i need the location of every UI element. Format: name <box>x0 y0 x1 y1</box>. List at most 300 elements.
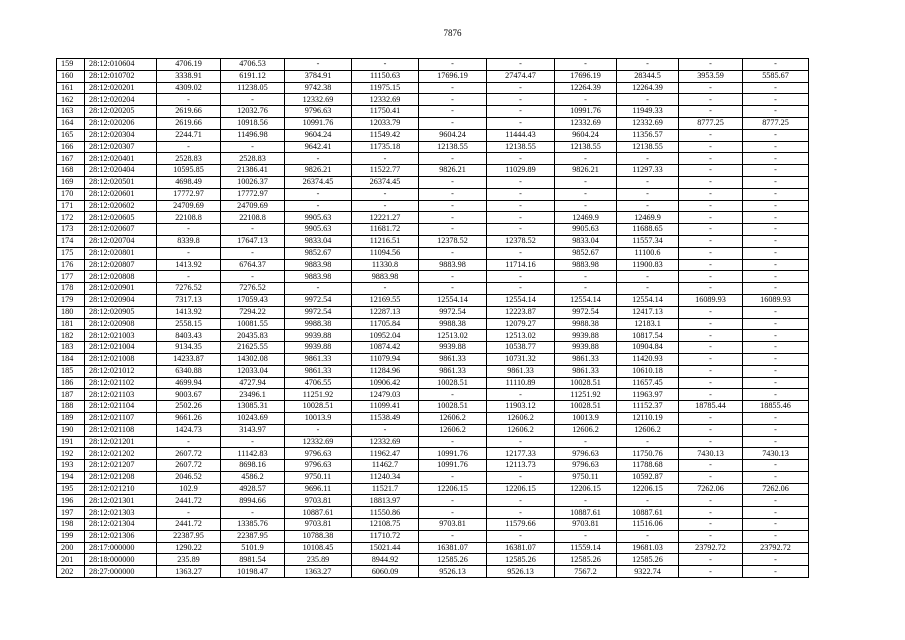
row-number-cell: 191 <box>57 436 85 448</box>
value-cell: - <box>743 554 809 566</box>
table-row <box>57 224 809 236</box>
code-cell: 28:12:021210 <box>85 483 157 495</box>
row-number-cell: 193 <box>57 460 85 472</box>
value-cell: - <box>419 530 487 542</box>
value-cell: 10028.51 <box>285 401 352 413</box>
value-cell: 10918.56 <box>221 117 285 129</box>
value-cell: - <box>419 94 487 106</box>
value-cell: - <box>679 424 743 436</box>
value-cell: - <box>617 94 679 106</box>
row-number-cell: 196 <box>57 495 85 507</box>
value-cell: 12606.2 <box>419 424 487 436</box>
value-cell: - <box>743 153 809 165</box>
value-cell: 11029.89 <box>487 165 555 177</box>
value-cell: 9703.81 <box>555 519 617 531</box>
value-cell: 9905.63 <box>285 212 352 224</box>
code-cell: 28:12:020602 <box>85 200 157 212</box>
value-cell: - <box>743 59 809 71</box>
table-row <box>57 401 809 413</box>
table-row <box>57 412 809 424</box>
table-row <box>57 235 809 247</box>
value-cell: 4706.55 <box>285 377 352 389</box>
value-cell: 3143.97 <box>221 424 285 436</box>
value-cell: 12138.55 <box>419 141 487 153</box>
row-number-cell: 181 <box>57 318 85 330</box>
value-cell: 9883.98 <box>285 271 352 283</box>
row-number-cell: 165 <box>57 129 85 141</box>
table-row <box>57 507 809 519</box>
value-cell: 10991.76 <box>419 460 487 472</box>
row-number-cell: 168 <box>57 165 85 177</box>
row-number-cell: 161 <box>57 82 85 94</box>
table-row <box>57 530 809 542</box>
value-cell: 10595.85 <box>157 165 221 177</box>
value-cell: - <box>285 283 352 295</box>
value-cell: 9796.63 <box>285 448 352 460</box>
row-number-cell: 190 <box>57 424 85 436</box>
value-cell: 4706.53 <box>221 59 285 71</box>
table-row <box>57 70 809 82</box>
value-cell: 9796.63 <box>285 106 352 118</box>
value-cell: 9939.88 <box>285 342 352 354</box>
value-cell: - <box>679 318 743 330</box>
row-number-cell: 197 <box>57 507 85 519</box>
value-cell: 9883.98 <box>352 271 419 283</box>
value-cell: - <box>221 141 285 153</box>
value-cell: 11356.57 <box>617 129 679 141</box>
row-number-cell: 188 <box>57 401 85 413</box>
value-cell: 10592.87 <box>617 471 679 483</box>
value-cell: 12554.14 <box>617 294 679 306</box>
row-number-cell: 175 <box>57 247 85 259</box>
value-cell: 12332.69 <box>352 94 419 106</box>
value-cell: - <box>555 176 617 188</box>
value-cell: - <box>617 495 679 507</box>
value-cell: 11420.93 <box>617 353 679 365</box>
value-cell: 11284.96 <box>352 365 419 377</box>
value-cell: 12479.03 <box>352 389 419 401</box>
value-cell: 11750.41 <box>352 106 419 118</box>
value-cell: - <box>221 247 285 259</box>
value-cell: - <box>743 495 809 507</box>
value-cell: 17772.97 <box>157 188 221 200</box>
code-cell: 28:12:021207 <box>85 460 157 472</box>
value-cell: 10198.47 <box>221 566 285 578</box>
value-cell: - <box>487 176 555 188</box>
code-cell: 28:12:021004 <box>85 342 157 354</box>
value-cell: - <box>743 188 809 200</box>
value-cell: 9861.33 <box>285 365 352 377</box>
code-cell: 28:12:021108 <box>85 424 157 436</box>
value-cell: 2607.72 <box>157 448 221 460</box>
value-cell: 7276.52 <box>157 283 221 295</box>
value-cell: 12287.13 <box>352 306 419 318</box>
value-cell: 5101.9 <box>221 542 285 554</box>
value-cell: 9905.63 <box>555 224 617 236</box>
value-cell: 9833.04 <box>285 235 352 247</box>
value-cell: 10081.55 <box>221 318 285 330</box>
code-cell: 28:12:020905 <box>85 306 157 318</box>
value-cell: 12606.2 <box>487 412 555 424</box>
row-number-cell: 192 <box>57 448 85 460</box>
value-cell: - <box>743 141 809 153</box>
value-cell: 17059.43 <box>221 294 285 306</box>
value-cell: - <box>679 330 743 342</box>
value-cell: - <box>743 342 809 354</box>
value-cell: - <box>555 495 617 507</box>
value-cell: 12378.52 <box>419 235 487 247</box>
value-cell: 12138.55 <box>617 141 679 153</box>
table-row <box>57 554 809 566</box>
value-cell: 9526.13 <box>487 566 555 578</box>
value-cell: - <box>679 566 743 578</box>
value-cell: - <box>743 283 809 295</box>
value-cell: 11538.49 <box>352 412 419 424</box>
value-cell: 9972.54 <box>419 306 487 318</box>
value-cell: 7430.13 <box>743 448 809 460</box>
row-number-cell: 170 <box>57 188 85 200</box>
value-cell: - <box>679 377 743 389</box>
code-cell: 28:12:021103 <box>85 389 157 401</box>
value-cell: 9861.33 <box>555 365 617 377</box>
value-cell: - <box>679 106 743 118</box>
value-cell: - <box>555 188 617 200</box>
value-cell: 2607.72 <box>157 460 221 472</box>
value-cell: 9939.88 <box>555 330 617 342</box>
row-number-cell: 164 <box>57 117 85 129</box>
table-row <box>57 106 809 118</box>
value-cell: 10610.18 <box>617 365 679 377</box>
value-cell: 12332.69 <box>352 436 419 448</box>
value-cell: 12585.26 <box>419 554 487 566</box>
value-cell: 9604.24 <box>419 129 487 141</box>
value-cell: - <box>157 436 221 448</box>
code-cell: 28:12:020205 <box>85 106 157 118</box>
value-cell: - <box>679 176 743 188</box>
value-cell: - <box>743 165 809 177</box>
value-cell: 24709.69 <box>221 200 285 212</box>
value-cell: 2619.66 <box>157 106 221 118</box>
value-cell: - <box>419 389 487 401</box>
value-cell: 11444.43 <box>487 129 555 141</box>
value-cell: 9939.88 <box>555 342 617 354</box>
table-row <box>57 436 809 448</box>
value-cell: 10887.61 <box>617 507 679 519</box>
value-cell: - <box>679 507 743 519</box>
code-cell: 28:12:021003 <box>85 330 157 342</box>
value-cell: 10906.42 <box>352 377 419 389</box>
value-cell: - <box>679 471 743 483</box>
value-cell: 8777.25 <box>743 117 809 129</box>
value-cell: 10817.54 <box>617 330 679 342</box>
value-cell: 4698.49 <box>157 176 221 188</box>
value-cell: - <box>487 94 555 106</box>
value-cell: 23792.72 <box>743 542 809 554</box>
value-cell: - <box>679 353 743 365</box>
code-cell: 28:12:020808 <box>85 271 157 283</box>
value-cell: - <box>743 271 809 283</box>
value-cell: - <box>679 342 743 354</box>
value-cell: 235.89 <box>157 554 221 566</box>
value-cell: 11949.33 <box>617 106 679 118</box>
value-cell: - <box>285 200 352 212</box>
code-cell: 28:12:010604 <box>85 59 157 71</box>
value-cell: 11549.42 <box>352 129 419 141</box>
value-cell: 10904.84 <box>617 342 679 354</box>
value-cell: 11735.18 <box>352 141 419 153</box>
value-cell: - <box>617 59 679 71</box>
value-cell: 4586.2 <box>221 471 285 483</box>
value-cell: 11903.12 <box>487 401 555 413</box>
value-cell: 11579.66 <box>487 519 555 531</box>
value-cell: - <box>352 424 419 436</box>
value-cell: 9703.81 <box>419 519 487 531</box>
value-cell: - <box>743 176 809 188</box>
value-cell: 12110.19 <box>617 412 679 424</box>
value-cell: - <box>352 200 419 212</box>
table-row <box>57 389 809 401</box>
value-cell: 11522.77 <box>352 165 419 177</box>
value-cell: 9939.88 <box>419 342 487 354</box>
row-number-cell: 186 <box>57 377 85 389</box>
row-number-cell: 169 <box>57 176 85 188</box>
value-cell: 9796.63 <box>555 448 617 460</box>
value-cell: 22108.8 <box>221 212 285 224</box>
code-cell: 28:12:021303 <box>85 507 157 519</box>
value-cell: 11681.72 <box>352 224 419 236</box>
row-number-cell: 180 <box>57 306 85 318</box>
value-cell: - <box>743 377 809 389</box>
value-cell: 1363.27 <box>157 566 221 578</box>
value-cell: 9134.35 <box>157 342 221 354</box>
value-cell: 10991.76 <box>419 448 487 460</box>
value-cell: - <box>419 176 487 188</box>
code-cell: 28:18:000000 <box>85 554 157 566</box>
value-cell: - <box>555 271 617 283</box>
value-cell: - <box>419 200 487 212</box>
row-number-cell: 174 <box>57 235 85 247</box>
value-cell: 12606.2 <box>617 424 679 436</box>
value-cell: 6340.88 <box>157 365 221 377</box>
value-cell: 12332.69 <box>285 436 352 448</box>
value-cell: - <box>487 507 555 519</box>
value-cell: 1413.92 <box>157 259 221 271</box>
value-cell: 9604.24 <box>285 129 352 141</box>
value-cell: 2619.66 <box>157 117 221 129</box>
value-cell: 10538.77 <box>487 342 555 354</box>
value-cell: - <box>419 283 487 295</box>
code-cell: 28:12:020605 <box>85 212 157 224</box>
value-cell: 2244.71 <box>157 129 221 141</box>
value-cell: 9988.38 <box>419 318 487 330</box>
value-cell: 9526.13 <box>419 566 487 578</box>
value-cell: 9972.54 <box>285 294 352 306</box>
table-row <box>57 471 809 483</box>
value-cell: - <box>679 129 743 141</box>
table-row <box>57 542 809 554</box>
value-cell: - <box>419 82 487 94</box>
value-cell: 11788.68 <box>617 460 679 472</box>
value-cell: 16089.93 <box>743 294 809 306</box>
value-cell: 12606.2 <box>487 424 555 436</box>
value-cell: 2528.83 <box>221 153 285 165</box>
value-cell: 11688.65 <box>617 224 679 236</box>
row-number-cell: 178 <box>57 283 85 295</box>
value-cell: 12469.9 <box>617 212 679 224</box>
value-cell: 9003.67 <box>157 389 221 401</box>
value-cell: 8339.8 <box>157 235 221 247</box>
value-cell: - <box>679 59 743 71</box>
value-cell: 14302.08 <box>221 353 285 365</box>
value-cell: - <box>419 59 487 71</box>
value-cell: 17647.13 <box>221 235 285 247</box>
code-cell: 28:12:020601 <box>85 188 157 200</box>
value-cell: 8403.43 <box>157 330 221 342</box>
table-row <box>57 460 809 472</box>
value-cell: 12606.2 <box>419 412 487 424</box>
value-cell: 11094.56 <box>352 247 419 259</box>
value-cell: - <box>743 306 809 318</box>
table-row <box>57 188 809 200</box>
value-cell: - <box>221 94 285 106</box>
row-number-cell: 179 <box>57 294 85 306</box>
value-cell: 9826.21 <box>419 165 487 177</box>
code-cell: 28:12:021304 <box>85 519 157 531</box>
value-cell: 11330.8 <box>352 259 419 271</box>
code-cell: 28:12:020908 <box>85 318 157 330</box>
code-cell: 28:12:020904 <box>85 294 157 306</box>
value-cell: 23496.1 <box>221 389 285 401</box>
row-number-cell: 173 <box>57 224 85 236</box>
value-cell: 18855.46 <box>743 401 809 413</box>
value-cell: 13085.31 <box>221 401 285 413</box>
value-cell: 12138.55 <box>555 141 617 153</box>
value-cell: - <box>679 495 743 507</box>
value-cell: 11150.63 <box>352 70 419 82</box>
code-cell: 28:12:020201 <box>85 82 157 94</box>
value-cell: 9861.33 <box>285 353 352 365</box>
value-cell: 9861.33 <box>555 353 617 365</box>
value-cell: 11142.83 <box>221 448 285 460</box>
value-cell: 9796.63 <box>285 460 352 472</box>
value-cell: - <box>743 353 809 365</box>
table-row <box>57 377 809 389</box>
value-cell: 10026.37 <box>221 176 285 188</box>
value-cell: - <box>487 436 555 448</box>
value-cell: - <box>419 507 487 519</box>
value-cell: - <box>352 283 419 295</box>
value-cell: 9988.38 <box>285 318 352 330</box>
code-cell: 28:12:020801 <box>85 247 157 259</box>
value-cell: 9883.98 <box>555 259 617 271</box>
value-cell: - <box>743 330 809 342</box>
value-cell: - <box>487 224 555 236</box>
value-cell: 7294.22 <box>221 306 285 318</box>
value-cell: - <box>679 247 743 259</box>
value-cell: - <box>743 200 809 212</box>
value-cell: 12206.15 <box>487 483 555 495</box>
value-cell: 12264.39 <box>555 82 617 94</box>
table-row <box>57 117 809 129</box>
table-row <box>57 342 809 354</box>
value-cell: 11705.84 <box>352 318 419 330</box>
table-row <box>57 318 809 330</box>
value-cell: 7262.06 <box>679 483 743 495</box>
value-cell: 12585.26 <box>617 554 679 566</box>
value-cell: 9972.54 <box>285 306 352 318</box>
value-cell: 102.9 <box>157 483 221 495</box>
value-cell: 11297.33 <box>617 165 679 177</box>
value-cell: 11238.05 <box>221 82 285 94</box>
table-row <box>57 283 809 295</box>
value-cell: 9742.38 <box>285 82 352 94</box>
value-cell: 28344.5 <box>617 70 679 82</box>
value-cell: - <box>743 389 809 401</box>
row-number-cell: 184 <box>57 353 85 365</box>
code-cell: 28:17:000000 <box>85 542 157 554</box>
value-cell: 12221.27 <box>352 212 419 224</box>
table-row <box>57 566 809 578</box>
value-cell: - <box>743 424 809 436</box>
value-cell: - <box>743 530 809 542</box>
value-cell: - <box>743 247 809 259</box>
value-cell: - <box>743 519 809 531</box>
value-cell: - <box>487 283 555 295</box>
value-cell: 9703.81 <box>285 495 352 507</box>
value-cell: 22387.95 <box>157 530 221 542</box>
code-cell: 28:12:021306 <box>85 530 157 542</box>
value-cell: - <box>487 495 555 507</box>
row-number-cell: 194 <box>57 471 85 483</box>
value-cell: - <box>419 436 487 448</box>
value-cell: - <box>487 271 555 283</box>
value-cell: 5585.67 <box>743 70 809 82</box>
value-cell: 11152.37 <box>617 401 679 413</box>
value-cell: 12513.02 <box>487 330 555 342</box>
value-cell: - <box>419 106 487 118</box>
value-cell: 11962.47 <box>352 448 419 460</box>
code-cell: 28:12:020704 <box>85 235 157 247</box>
value-cell: 12332.69 <box>285 94 352 106</box>
value-cell: 9905.63 <box>285 224 352 236</box>
value-cell: 12332.69 <box>555 117 617 129</box>
value-cell: 26374.45 <box>352 176 419 188</box>
value-cell: 8944.92 <box>352 554 419 566</box>
value-cell: - <box>419 271 487 283</box>
value-cell: 11521.7 <box>352 483 419 495</box>
value-cell: - <box>679 519 743 531</box>
value-cell: 10731.32 <box>487 353 555 365</box>
value-cell: 12513.02 <box>419 330 487 342</box>
value-cell: - <box>487 188 555 200</box>
value-cell: 9696.11 <box>285 483 352 495</box>
value-cell: 10952.04 <box>352 330 419 342</box>
value-cell: 16089.93 <box>679 294 743 306</box>
value-cell: - <box>487 200 555 212</box>
value-cell: 1290.22 <box>157 542 221 554</box>
row-number-cell: 176 <box>57 259 85 271</box>
row-number-cell: 177 <box>57 271 85 283</box>
code-cell: 28:12:021107 <box>85 412 157 424</box>
row-number-cell: 200 <box>57 542 85 554</box>
table-row <box>57 495 809 507</box>
row-number-cell: 160 <box>57 70 85 82</box>
value-cell: 9826.21 <box>555 165 617 177</box>
value-cell: - <box>352 153 419 165</box>
value-cell: 9852.67 <box>285 247 352 259</box>
value-cell: 18813.97 <box>352 495 419 507</box>
value-cell: - <box>679 530 743 542</box>
